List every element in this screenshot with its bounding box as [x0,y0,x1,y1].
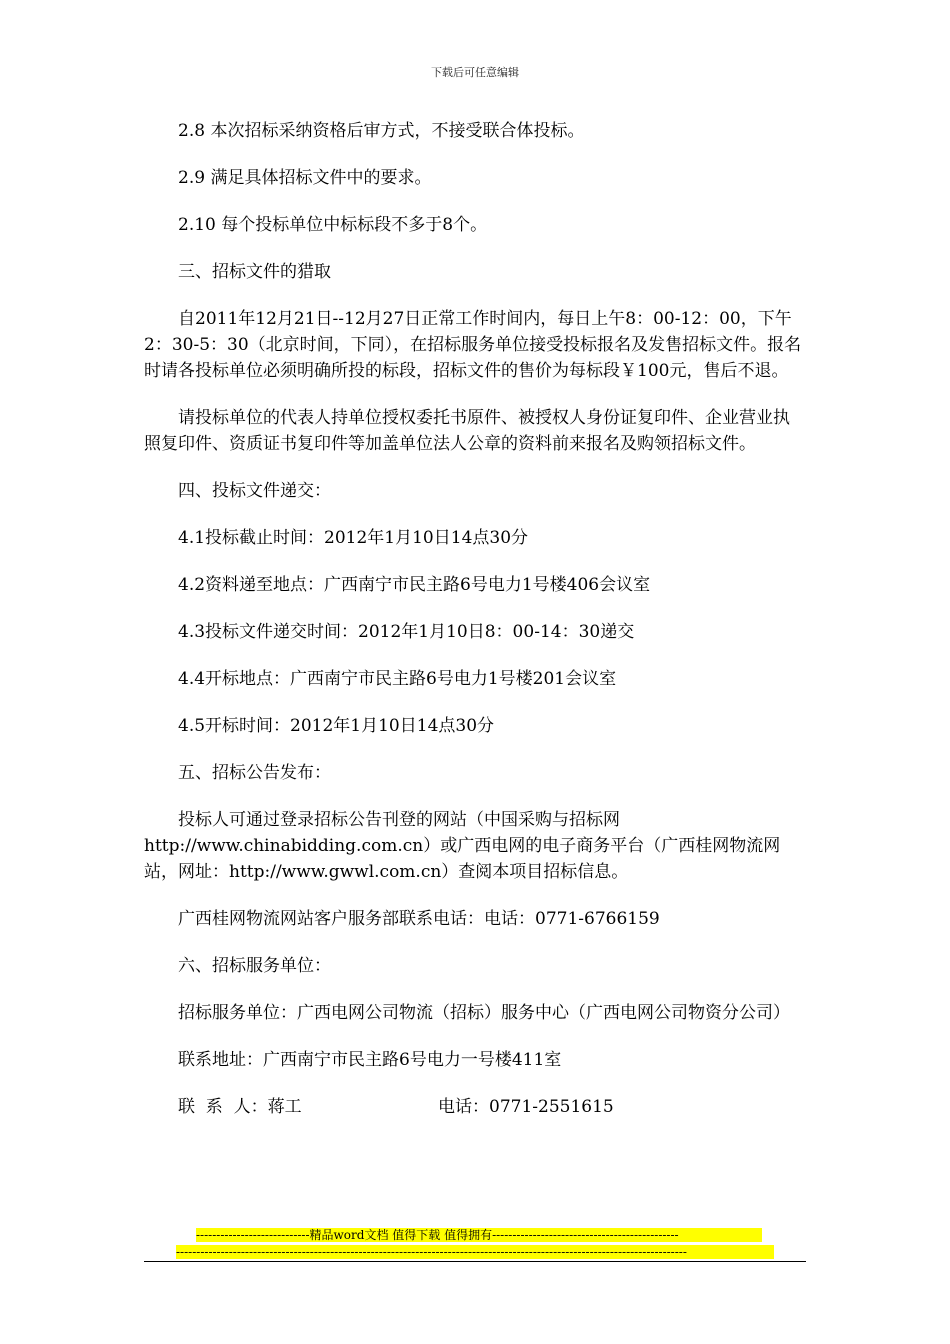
contact-row [144,1094,806,1120]
paragraph-service-unit: 招标服务单位：广西电网公司物流（招标）服务中心（广西电网公司物资分公司） [178,1003,790,1023]
document-body [144,118,806,1141]
contact-phone: 电话：0771-2551615 [438,1097,614,1117]
page-header: 下载后可任意编辑 [431,66,519,79]
paragraph-2-9: 2.9 满足具体招标文件中的要求。 [178,168,432,188]
footer-rule [144,1261,806,1262]
paragraph-announcement-sites: 投标人可通过登录招标公告刊登的网站（中国采购与招标网http://www.chinabidding.com.cn）或广西电网的电子商务平台（广西桂网物流网站，网址：http://www.gwwl.com.cn）查阅本项目招标信息。 [144,810,781,882]
section-heading-5: 五、招标公告发布： [178,763,331,783]
paragraph-2-10: 2.10 每个投标单位中标标段不多于8个。 [178,215,488,235]
footer-banner: ----------------------------精品word文档 值得下载 值得拥有---------------------------------------------- [196,1228,762,1242]
paragraph-2-8: 2.8 本次招标采纳资格后审方式，不接受联合体投标。 [178,121,585,141]
paragraph-4-5: 4.5开标时间：2012年1月10日14点30分 [178,716,495,736]
section-heading-3: 三、招标文件的猎取 [178,262,331,282]
section-heading-6: 六、招标服务单位： [178,956,331,976]
paragraph-service-phone: 广西桂网物流网站客户服务部联系电话：电话：0771-6766159 [178,909,660,929]
contact-person: 联 系 人：蒋工 [178,1097,302,1117]
section-heading-4: 四、投标文件递交： [178,481,331,501]
footer-dashes: ------------------------------------------------------------------------------------------------------------------------------ [176,1245,774,1259]
paragraph-4-1: 4.1投标截止时间：2012年1月10日14点30分 [178,528,529,548]
paragraph-sale-time: 自2011年12月21日--12月27日正常工作时间内，每日上午8：00-12：00，下午2：30-5：30（北京时间，下同），在招标服务单位接受投标报名及发售招标文件。报名时请各投标单位必须明确所投的标段，招标文件的售价为每标段￥100元，售后不退。 [144,309,802,381]
paragraph-contact-address: 联系地址：广西南宁市民主路6号电力一号楼411室 [178,1050,562,1070]
page-footer [144,1228,806,1262]
paragraph-documents-required: 请投标单位的代表人持单位授权委托书原件、被授权人身份证复印件、企业营业执照复印件、资质证书复印件等加盖单位法人公章的资料前来报名及购领招标文件。 [144,408,790,454]
paragraph-4-4: 4.4开标地点：广西南宁市民主路6号电力1号楼201会议室 [178,669,617,689]
paragraph-4-3: 4.3投标文件递交时间：2012年1月10日8：00-14：30递交 [178,622,635,642]
paragraph-4-2: 4.2资料递至地点：广西南宁市民主路6号电力1号楼406会议室 [178,575,651,595]
